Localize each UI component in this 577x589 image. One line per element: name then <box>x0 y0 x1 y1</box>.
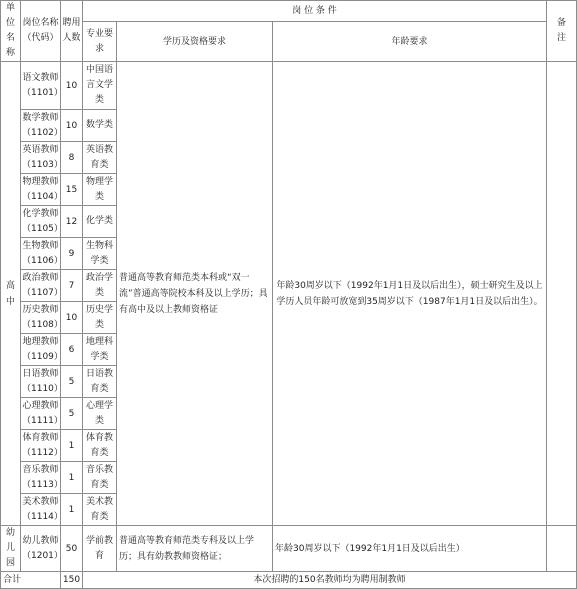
major-cell: 生物科学类 <box>83 238 117 270</box>
position-cell: 历史教师 （1108） <box>21 302 61 334</box>
remark-cell <box>547 526 577 572</box>
major-cell: 化学类 <box>83 206 117 238</box>
major-cell: 中国语言文学类 <box>83 62 117 110</box>
count-cell: 1 <box>61 430 83 462</box>
major-cell: 体育教育类 <box>83 430 117 462</box>
count-cell: 5 <box>61 398 83 430</box>
position-cell: 物理教师 （1104） <box>21 174 61 206</box>
major-cell: 日语教育类 <box>83 366 117 398</box>
header-remark: 备 注 <box>547 1 577 62</box>
major-cell: 英语教育类 <box>83 142 117 174</box>
count-cell: 6 <box>61 334 83 366</box>
total-row <box>1 572 577 589</box>
position-cell: 日语教师 （1110） <box>21 366 61 398</box>
count-cell: 1 <box>61 462 83 494</box>
header-age: 年龄要求 <box>273 22 547 62</box>
count-cell: 1 <box>61 494 83 526</box>
total-label: 合计 <box>1 572 61 589</box>
header-conditions: 岗 位 条 件 <box>83 1 547 22</box>
header-education: 学历及资格要求 <box>117 22 273 62</box>
unit-cell: 高中 <box>1 62 21 526</box>
table-row <box>1 526 577 572</box>
header-position-name: 岗位名称 （代码） <box>21 1 61 62</box>
position-cell: 政治教师 （1107） <box>21 270 61 302</box>
position-cell: 美术教师 （1114） <box>21 494 61 526</box>
count-cell: 15 <box>61 174 83 206</box>
major-cell: 心理学类 <box>83 398 117 430</box>
header-row-2 <box>1 22 577 62</box>
count-cell: 10 <box>61 62 83 110</box>
count-cell: 7 <box>61 270 83 302</box>
position-cell: 幼儿教师 （1201） <box>21 526 61 572</box>
count-cell: 50 <box>61 526 83 572</box>
age-requirement-cell: 年龄30周岁以下（1992年1月1日及以后出生），硕士研究生及以上学历人员年龄可放宽到35周岁以下（1987年1月1日及以后出生）。 <box>273 62 547 526</box>
major-cell: 美术教育类 <box>83 494 117 526</box>
position-cell: 地理教师 （1109） <box>21 334 61 366</box>
count-cell: 5 <box>61 366 83 398</box>
header-unit-name: 单位 名称 <box>1 1 21 62</box>
position-cell: 数学教师 （1102） <box>21 110 61 142</box>
education-requirement-cell: 普通高等教育师范类本科或“双一流”普通高等院校本科及以上学历；具有高中及以上教师资格证 <box>117 62 273 526</box>
position-cell: 生物教师 （1106） <box>21 238 61 270</box>
major-cell: 政治学类 <box>83 270 117 302</box>
header-row-1 <box>1 1 577 22</box>
major-cell: 地理科学类 <box>83 334 117 366</box>
position-cell: 音乐教师 （1113） <box>21 462 61 494</box>
unit-cell: 幼儿园 <box>1 526 21 572</box>
position-cell: 化学教师 （1105） <box>21 206 61 238</box>
position-cell: 语文教师 （1101） <box>21 62 61 110</box>
position-cell: 心理教师 （1111） <box>21 398 61 430</box>
major-cell: 学前教育 <box>83 526 117 572</box>
count-cell: 10 <box>61 110 83 142</box>
age-requirement-cell: 年龄30周岁以下（1992年1月1日及以后出生） <box>273 526 547 572</box>
total-count: 150 <box>61 572 83 589</box>
total-note: 本次招聘的150名教师均为聘用制教师 <box>83 572 577 589</box>
major-cell: 物理学类 <box>83 174 117 206</box>
major-cell: 历史学类 <box>83 302 117 334</box>
major-cell: 数学类 <box>83 110 117 142</box>
count-cell: 9 <box>61 238 83 270</box>
position-cell: 体育教师 （1112） <box>21 430 61 462</box>
count-cell: 8 <box>61 142 83 174</box>
header-hire-count: 聘用 人数 <box>61 1 83 62</box>
header-major: 专业要 求 <box>83 22 117 62</box>
major-cell: 音乐教育类 <box>83 462 117 494</box>
position-cell: 英语教师 （1103） <box>21 142 61 174</box>
table-row <box>1 62 577 110</box>
count-cell: 10 <box>61 302 83 334</box>
count-cell: 12 <box>61 206 83 238</box>
education-requirement-cell: 普通高等教育师范类专科及以上学历；具有幼教教师资格证； <box>117 526 273 572</box>
remark-cell <box>547 62 577 526</box>
